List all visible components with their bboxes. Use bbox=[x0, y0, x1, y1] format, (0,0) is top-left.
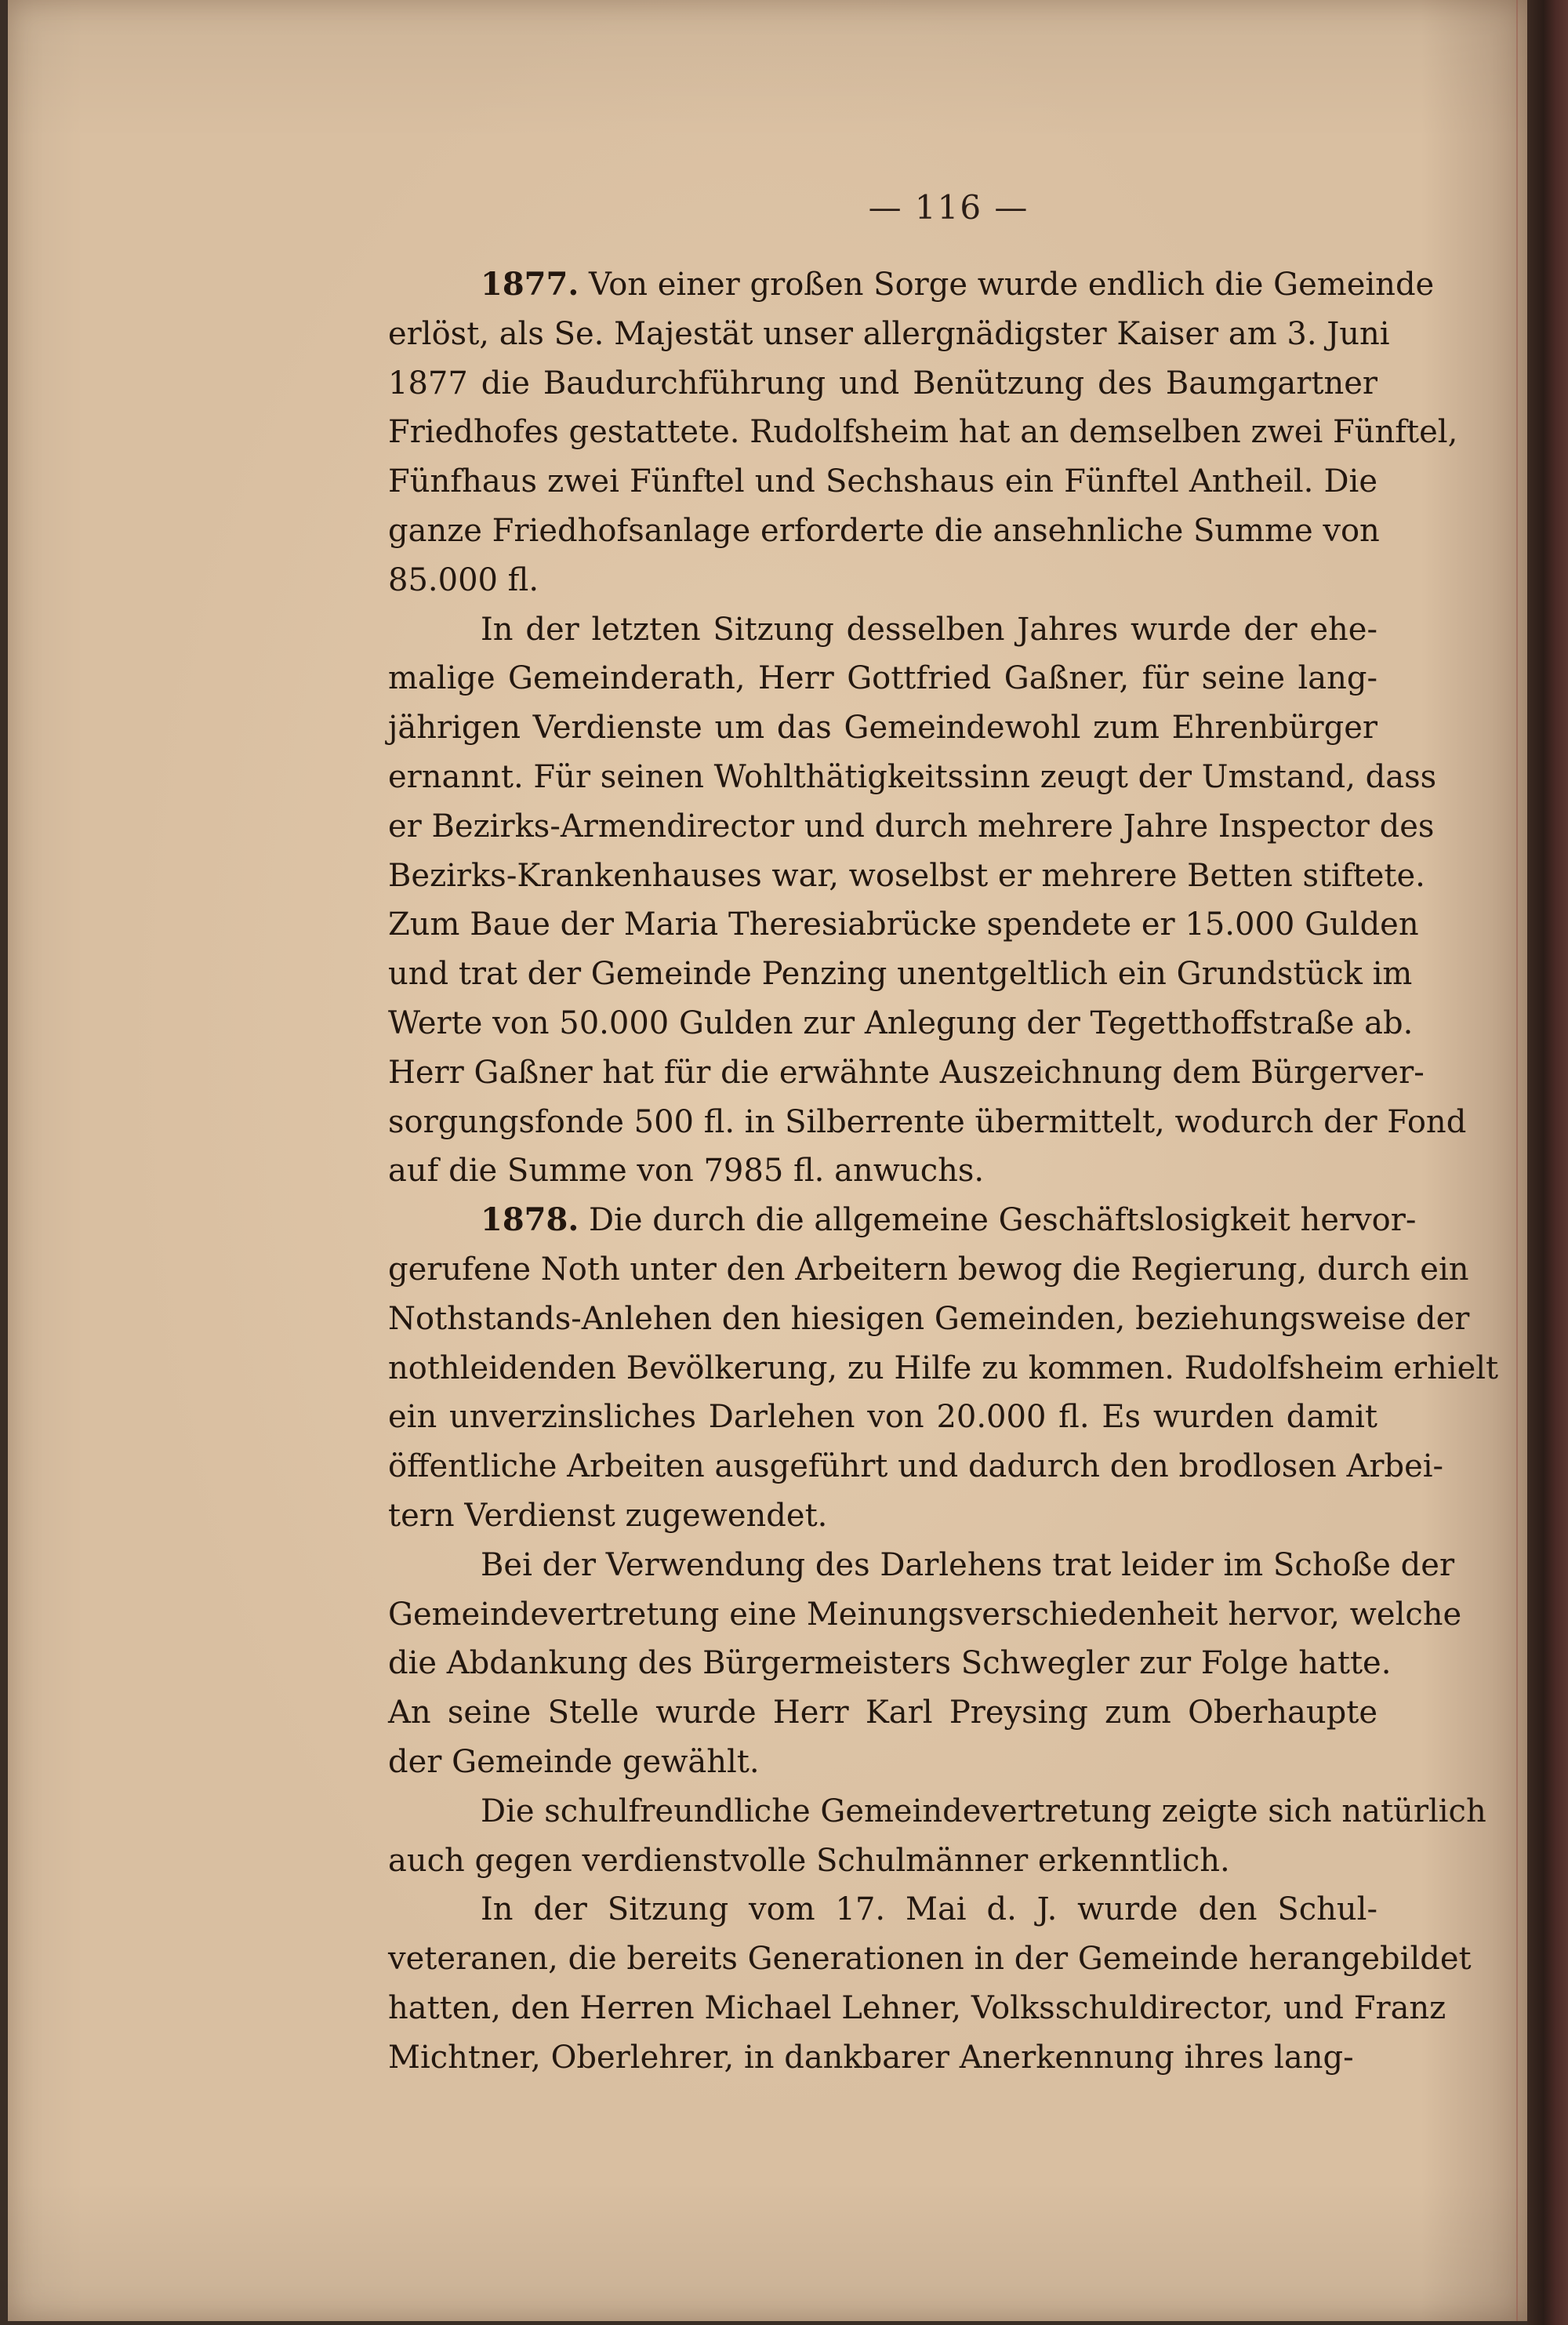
text-line bbox=[388, 1787, 1486, 1836]
fore-edge-rule bbox=[1516, 0, 1518, 2321]
line-text: Bei der Verwendung des Darlehens trat leider im Schoße der bbox=[481, 1546, 1455, 1583]
text-line bbox=[388, 1836, 1377, 1886]
line-text: Bezirks-Krankenhauses war, woselbst er mehrere Betten stiftete. bbox=[388, 857, 1425, 894]
text-line bbox=[388, 507, 1380, 556]
text-line bbox=[388, 1885, 1377, 1934]
line-text: ein unverzinsliches Darlehen von 20.000 fl. Es wurden damit bbox=[388, 1399, 1377, 1436]
text-line bbox=[388, 1442, 1444, 1491]
line-text: Gemeindevertretung eine Meinungsverschiedenheit hervor, welche bbox=[388, 1596, 1462, 1633]
line-text: 85.000 fl. bbox=[388, 561, 539, 598]
text-line bbox=[388, 753, 1437, 802]
line-text: die Abdankung des Bürgermeisters Schwegler zur Folge hatte. bbox=[388, 1645, 1392, 1682]
text-line bbox=[388, 1984, 1446, 2033]
paragraph bbox=[388, 260, 1458, 605]
text-line bbox=[388, 999, 1414, 1048]
line-text: In der letzten Sitzung desselben Jahres wurde der ehe- bbox=[481, 611, 1377, 648]
line-text: nothleidenden Bevölkerung, zu Hilfe zu kommen. Rudolfsheim erhielt bbox=[388, 1350, 1499, 1386]
text-line bbox=[388, 605, 1377, 655]
book-binding-edge bbox=[1527, 0, 1568, 2325]
paragraph bbox=[388, 1885, 1472, 2082]
text-line bbox=[388, 1098, 1467, 1147]
line-text: der Gemeinde gewählt. bbox=[388, 1743, 760, 1780]
year-heading: 1878. bbox=[481, 1201, 579, 1239]
line-text: ganze Friedhofsanlage erforderte die ansehnliche Summe von bbox=[388, 512, 1380, 549]
line-text: veteranen, die bereits Generationen in der Gemeinde herangebildet bbox=[388, 1941, 1472, 1978]
text-line bbox=[388, 852, 1425, 901]
paragraph bbox=[388, 1541, 1462, 1787]
year-heading: 1877. bbox=[481, 266, 579, 303]
text-line bbox=[388, 1590, 1462, 1640]
line-text: auf die Summe von 7985 fl. anwuchs. bbox=[388, 1153, 985, 1190]
text-line bbox=[388, 1934, 1472, 1984]
line-text: Die schulfreundliche Gemeindevertretung zeigte sich natürlich bbox=[481, 1793, 1486, 1829]
line-text: Herr Gaßner hat für die erwähnte Auszeichnung dem Bürgerver- bbox=[388, 1054, 1425, 1091]
text-line bbox=[388, 1344, 1499, 1393]
paragraph bbox=[388, 1196, 1499, 1541]
line-text: ernannt. Für seinen Wohlthätigkeitssinn zeugt der Umstand, dass bbox=[388, 758, 1437, 795]
paragraph bbox=[388, 605, 1467, 1197]
line-text: Von einer großen Sorge wurde endlich die Gemeinde bbox=[579, 267, 1435, 303]
text-line bbox=[388, 1048, 1425, 1098]
text-line bbox=[388, 1688, 1377, 1738]
text-line bbox=[388, 1146, 1377, 1196]
line-text: Nothstands-Anlehen den hiesigen Gemeinden, beziehungsweise der bbox=[388, 1300, 1470, 1337]
line-text: gerufene Noth unter den Arbeitern bewog die Regierung, durch ein bbox=[388, 1251, 1469, 1288]
text-line bbox=[388, 1491, 1377, 1541]
text-line bbox=[388, 703, 1377, 753]
text-line bbox=[388, 457, 1377, 507]
text-line bbox=[388, 1639, 1392, 1688]
text-line bbox=[388, 1295, 1470, 1344]
text-line bbox=[388, 1245, 1469, 1295]
line-text: In der Sitzung vom 17. Mai d. J. wurde den Schul- bbox=[481, 1891, 1377, 1928]
line-text: Die durch die allgemeine Geschäftslosigkeit hervor- bbox=[579, 1202, 1417, 1239]
line-text: sorgungsfonde 500 fl. in Silberrente übermittelt, wodurch der Fond bbox=[388, 1103, 1467, 1140]
text-line bbox=[388, 408, 1458, 457]
text-line bbox=[388, 900, 1419, 950]
line-text: Fünfhaus zwei Fünftel und Sechshaus ein Fünftel Antheil. Die bbox=[388, 463, 1377, 500]
text-line bbox=[388, 1393, 1377, 1442]
text-line bbox=[388, 1541, 1455, 1590]
line-text: erlöst, als Se. Majestät unser allergnädigster Kaiser am 3. Juni bbox=[388, 315, 1390, 352]
line-text: Zum Baue der Maria Theresiabrücke spendete er 15.000 Gulden bbox=[388, 906, 1419, 943]
line-text: Michtner, Oberlehrer, in dankbarer Anerkennung ihres lang- bbox=[388, 2039, 1354, 2076]
line-text: tern Verdienst zugewendet. bbox=[388, 1497, 828, 1534]
line-text: Werte von 50.000 Gulden zur Anlegung der Tegetthoffstraße ab. bbox=[388, 1004, 1414, 1041]
text-line bbox=[388, 1738, 1377, 1787]
text-line bbox=[388, 310, 1390, 359]
paragraph bbox=[388, 1787, 1486, 1886]
text-line bbox=[388, 1196, 1417, 1245]
text-line bbox=[388, 359, 1377, 409]
page-number: — 116 — bbox=[868, 188, 1029, 227]
page-paper bbox=[8, 0, 1527, 2321]
text-line bbox=[388, 556, 1377, 605]
text-line bbox=[388, 802, 1435, 852]
line-text: malige Gemeinderath, Herr Gottfried Gaßner, für seine lang- bbox=[388, 660, 1377, 697]
text-line bbox=[388, 950, 1413, 999]
text-line bbox=[388, 654, 1377, 703]
line-text: jährigen Verdienste um das Gemeindewohl zum Ehrenbürger bbox=[388, 710, 1377, 747]
line-text: öffentliche Arbeiten ausgeführt und dadurch den brodlosen Arbei- bbox=[388, 1448, 1444, 1485]
line-text: auch gegen verdienstvolle Schulmänner erkenntlich. bbox=[388, 1842, 1230, 1879]
line-text: hatten, den Herren Michael Lehner, Volksschuldirector, und Franz bbox=[388, 1989, 1446, 2026]
line-text: 1877 die Baudurchführung und Benützung des Baumgartner bbox=[388, 365, 1377, 401]
line-text: An seine Stelle wurde Herr Karl Preysing zum Oberhaupte bbox=[388, 1695, 1377, 1731]
text-line bbox=[388, 260, 1435, 310]
body-text bbox=[388, 260, 1499, 2082]
line-text: er Bezirks-Armendirector und durch mehrere Jahre Inspector des bbox=[388, 808, 1435, 845]
line-text: und trat der Gemeinde Penzing unentgeltlich ein Grundstück im bbox=[388, 956, 1413, 993]
line-text: Friedhofes gestattete. Rudolfsheim hat an demselben zwei Fünftel, bbox=[388, 414, 1458, 451]
text-line bbox=[388, 2033, 1377, 2083]
